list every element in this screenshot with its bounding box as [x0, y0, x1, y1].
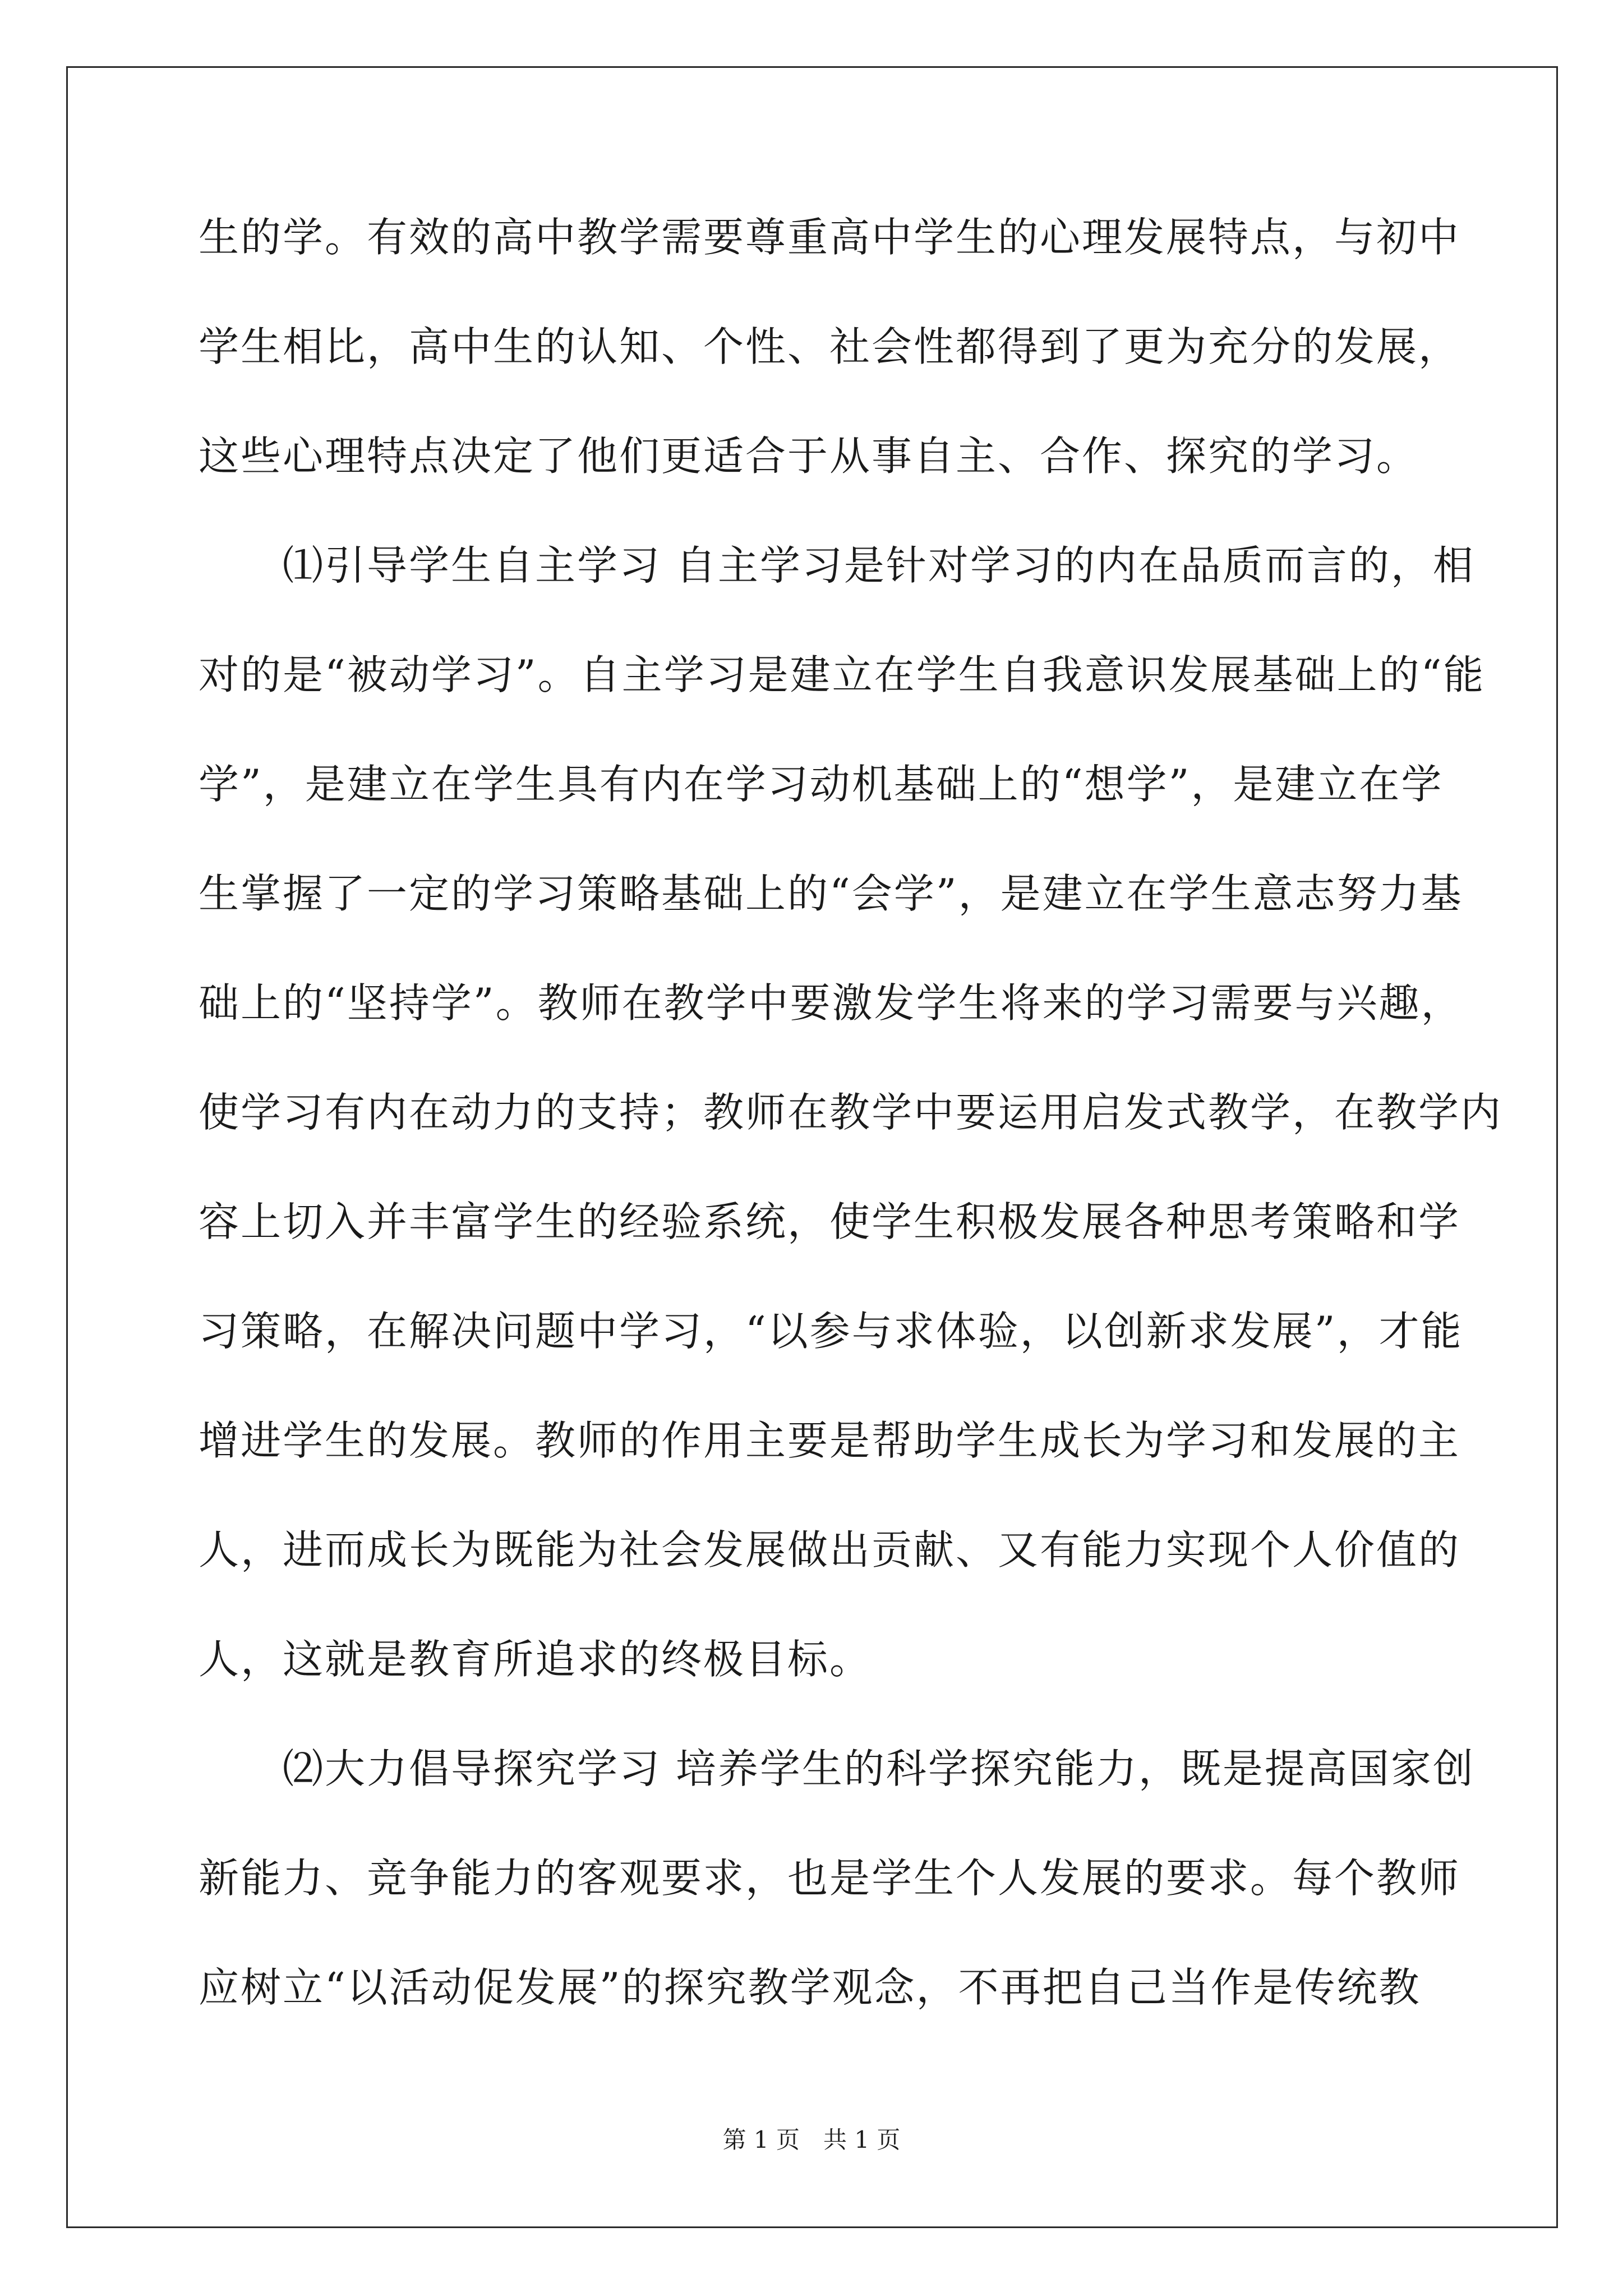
text-line-10: 容上切入并丰富学生的经验系统，使学生积极发展各种思考策略和学: [199, 1198, 1461, 1245]
text-line-6: 学”，是建立在学生具有内在学习动机基础上的“想学”，是建立在学: [199, 761, 1444, 808]
text-line-15: ⑵大力倡导探究学习 培养学生的科学探究能力，既是提高国家创: [199, 1745, 1475, 1792]
text-line-2: 学生相比，高中生的认知、个性、社会性都得到了更为充分的发展，: [199, 323, 1461, 370]
page-number-footer: 第 1 页 共 1 页: [722, 2126, 901, 2154]
text-line-5: 对的是“被动学习”。自主学习是建立在学生自我意识发展基础上的“能: [199, 651, 1486, 698]
text-line-7: 生掌握了一定的学习策略基础上的“会学”，是建立在学生意志努力基: [199, 870, 1463, 917]
text-line-8: 础上的“坚持学”。教师在教学中要激发学生将来的学习需要与兴趣，: [199, 979, 1463, 1027]
text-line-3: 这些心理特点决定了他们更适合于从事自主、合作、探究的学习。: [199, 432, 1419, 480]
document-body: [199, 210, 1503, 2070]
text-line-11: 习策略，在解决问题中学习，“以参与求体验，以创新求发展”，才能: [199, 1308, 1463, 1355]
text-line-16: 新能力、竞争能力的客观要求，也是学生个人发展的要求。每个教师: [199, 1855, 1461, 1902]
text-line-4: ⑴引导学生自主学习 自主学习是针对学习的内在品质而言的，相: [199, 542, 1475, 589]
text-line-9: 使学习有内在动力的支持；教师在教学中要运用启发式教学，在教学内: [199, 1089, 1503, 1136]
text-line-13: 人，进而成长为既能为社会发展做出贡献、又有能力实现个人价值的: [199, 1526, 1461, 1573]
text-line-1: 生的学。有效的高中教学需要尊重高中学生的心理发展特点，与初中: [199, 214, 1461, 261]
text-line-17: 应树立“以活动促发展”的探究教学观念，不再把自己当作是传统教: [199, 1964, 1421, 2011]
text-line-12: 增进学生的发展。教师的作用主要是帮助学生成长为学习和发展的主: [199, 1417, 1461, 1464]
text-line-14: 人，这就是教育所追求的终极目标。: [199, 1636, 872, 1683]
